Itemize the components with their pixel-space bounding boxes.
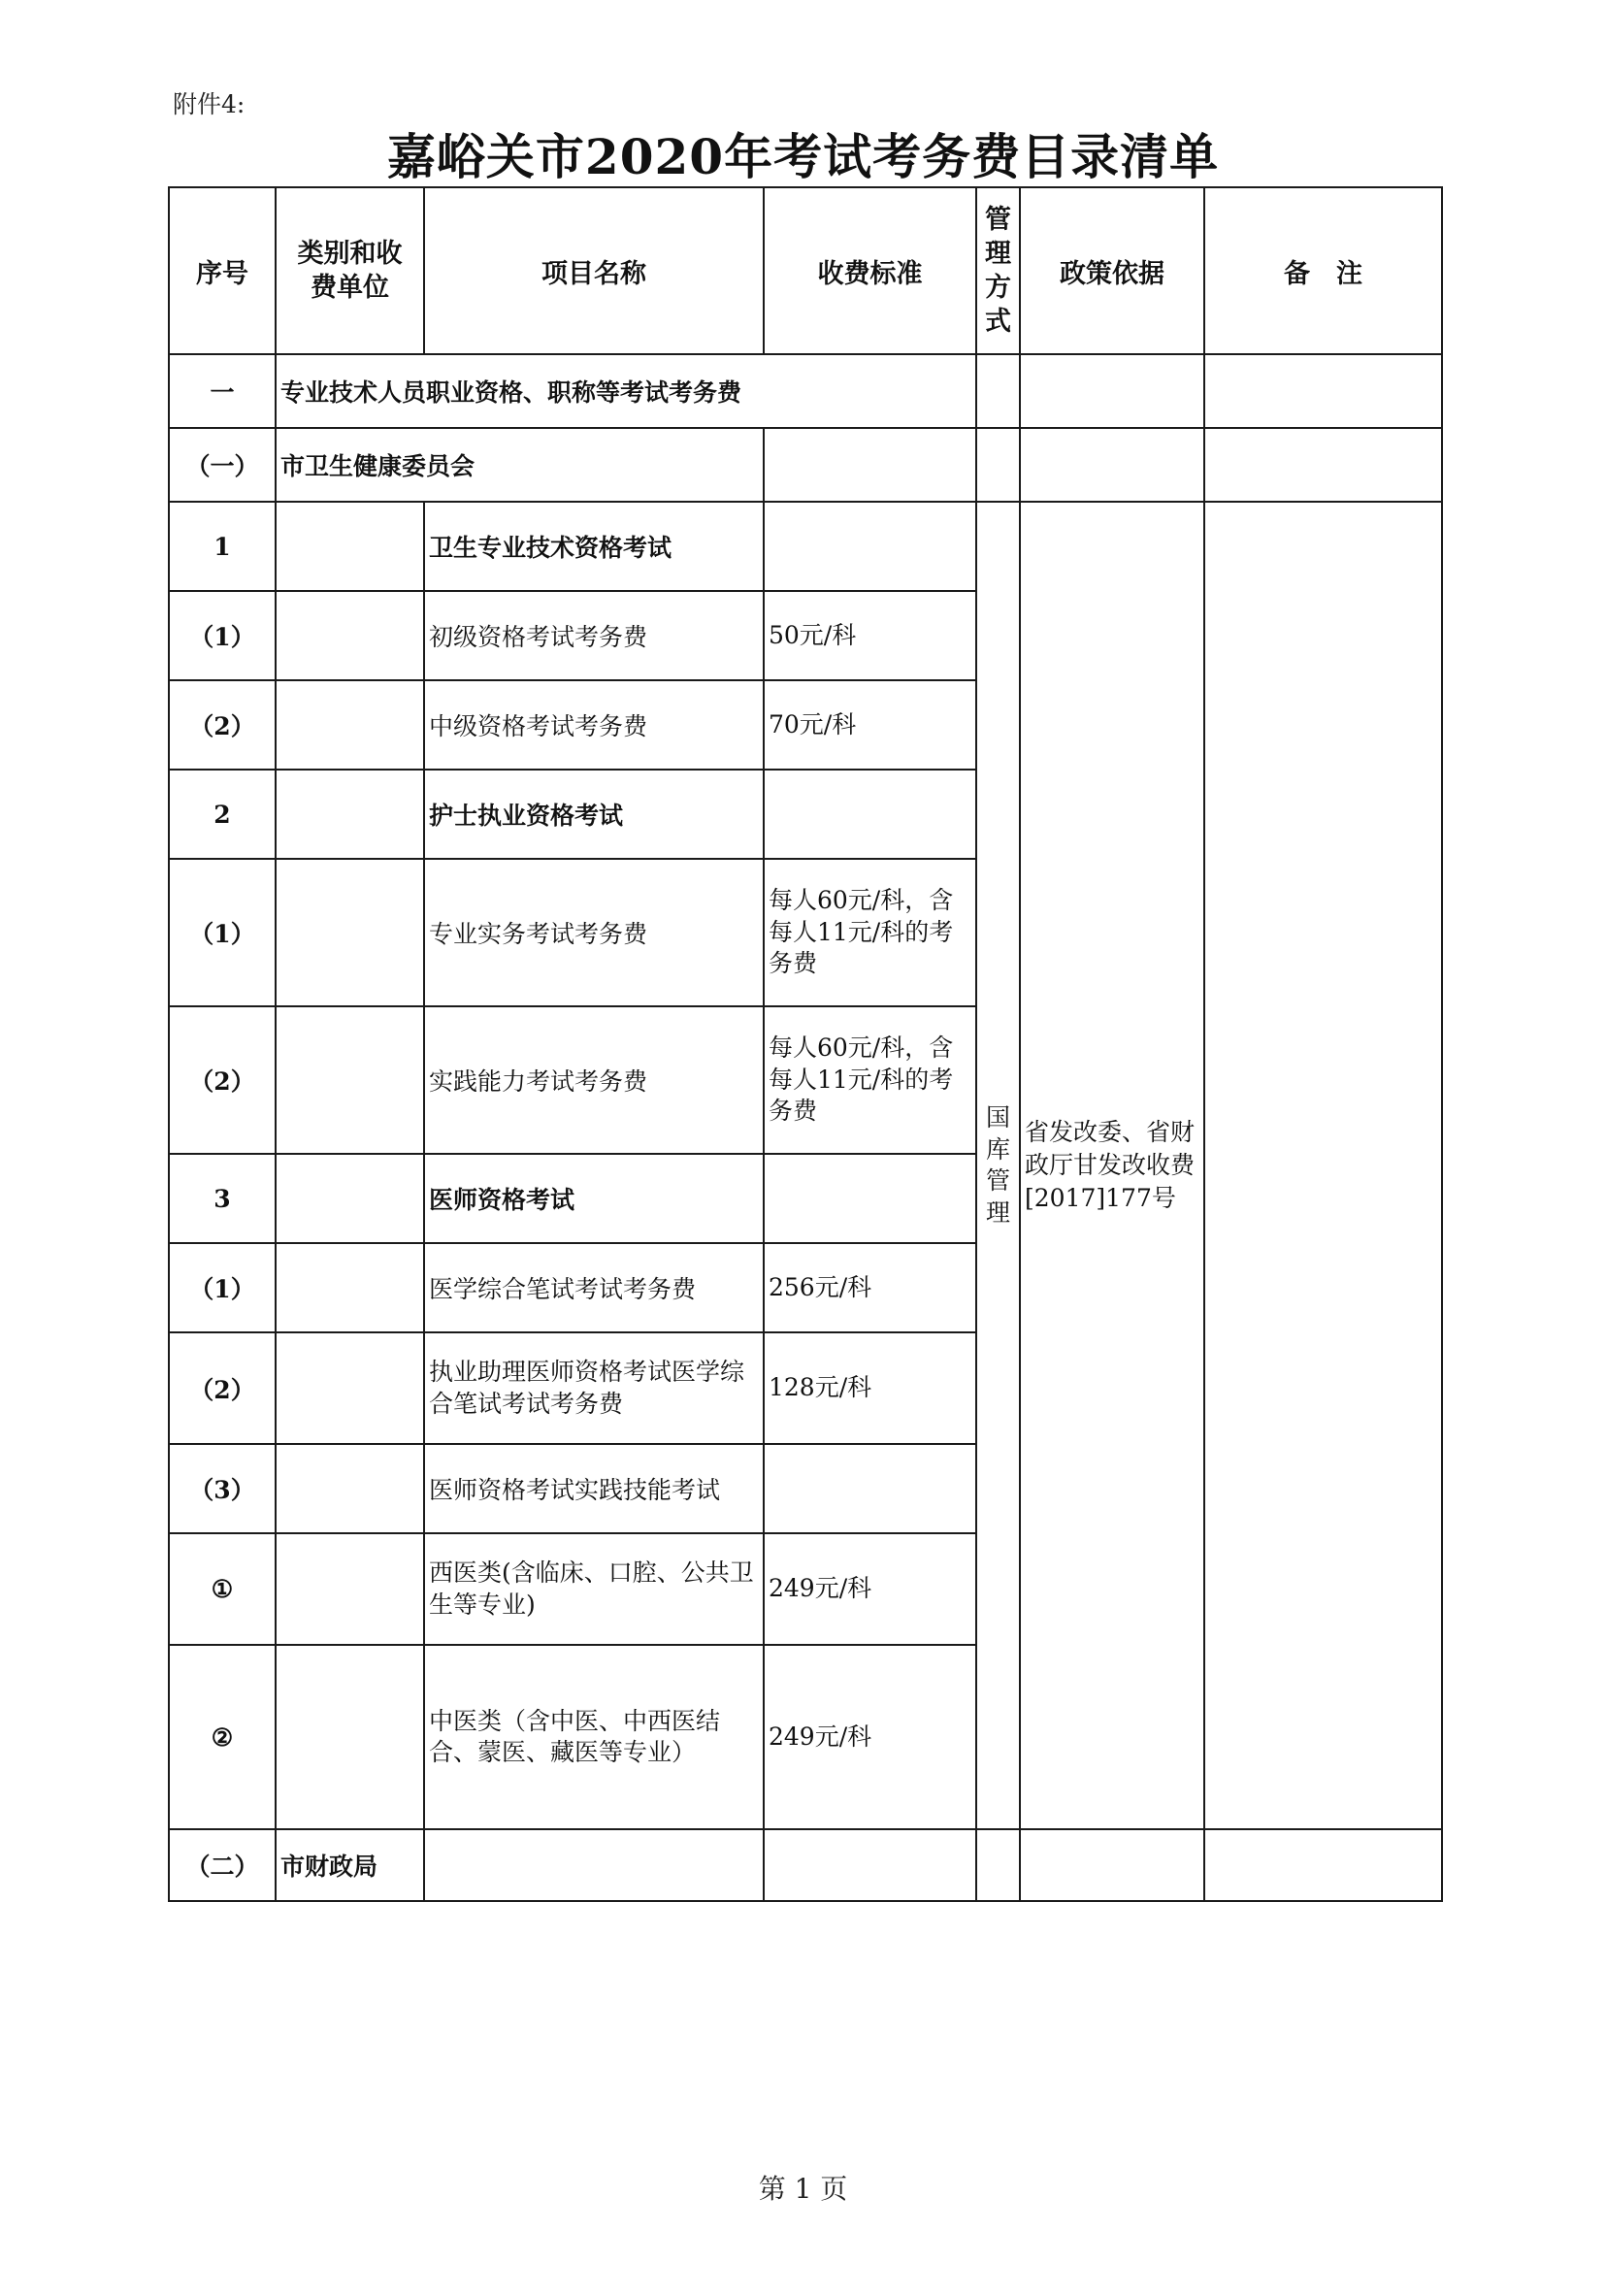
section-row-one — [169, 354, 1442, 428]
row-item-name: 实践能力考试考务费 — [424, 1006, 764, 1154]
row-item-name: 医师资格考试实践技能考试 — [424, 1444, 764, 1533]
row-standard — [764, 502, 976, 591]
row-standard: 249元/科 — [764, 1533, 976, 1645]
header-row — [169, 187, 1442, 354]
fee-table — [168, 186, 1443, 1902]
row-item-name: 中医类（含中医、中西医结合、蒙医、藏医等专业） — [424, 1645, 764, 1829]
row-standard: 每人60元/科，含每人11元/科的考务费 — [764, 1006, 976, 1154]
header-remark: 备 注 — [1204, 187, 1442, 354]
row-standard: 256元/科 — [764, 1243, 976, 1332]
row-seq: 1 — [169, 502, 276, 591]
section-one-label: 专业技术人员职业资格、职称等考试考务费 — [276, 354, 976, 428]
row-seq: 2 — [169, 770, 276, 859]
page-title: 嘉峪关市2020年考试考务费目录清单 — [386, 128, 1220, 185]
row-item-name: 护士执业资格考试 — [424, 770, 764, 859]
row-standard: 249元/科 — [764, 1645, 976, 1829]
attachment-label: 附件4: — [173, 90, 246, 118]
row-seq: （1） — [169, 859, 276, 1006]
header-seq: 序号 — [169, 187, 276, 354]
row-item-name: 初级资格考试考务费 — [424, 591, 764, 680]
row-item-name: 执业助理医师资格考试医学综合笔试考试考务费 — [424, 1332, 764, 1444]
row-seq: （1） — [169, 1243, 276, 1332]
subsection-row-1 — [169, 428, 1442, 502]
header-mgmt: 管理方式 — [976, 187, 1020, 354]
row-item-name: 医学综合笔试考试考务费 — [424, 1243, 764, 1332]
row-standard — [764, 770, 976, 859]
row-item-name: 专业实务考试考务费 — [424, 859, 764, 1006]
header-item: 项目名称 — [424, 187, 764, 354]
merged-remark-cell — [1204, 502, 1442, 1829]
section-one-seq: 一 — [169, 354, 276, 428]
subsection-2-label: 市财政局 — [276, 1829, 424, 1901]
row-item-name: 医师资格考试 — [424, 1154, 764, 1243]
header-standard: 收费标准 — [764, 187, 976, 354]
page-number: 第 1 页 — [758, 2173, 848, 2205]
row-standard: 128元/科 — [764, 1332, 976, 1444]
merged-mgmt-cell: 国库管理 — [976, 502, 1020, 1829]
row-standard: 50元/科 — [764, 591, 976, 680]
row-seq: ② — [169, 1645, 276, 1829]
header-category: 类别和收费单位 — [276, 187, 424, 354]
row-standard: 70元/科 — [764, 680, 976, 770]
row-seq: ① — [169, 1533, 276, 1645]
row-seq: （2） — [169, 1006, 276, 1154]
row-seq: （2） — [169, 680, 276, 770]
row-item-name: 卫生专业技术资格考试 — [424, 502, 764, 591]
row-item-name: 西医类(含临床、口腔、公共卫生等专业) — [424, 1533, 764, 1645]
row-standard — [764, 1444, 976, 1533]
subsection-row-2 — [169, 1829, 1442, 1901]
row-seq: （1） — [169, 591, 276, 680]
row-seq: 3 — [169, 1154, 276, 1243]
header-policy: 政策依据 — [1020, 187, 1204, 354]
row-standard — [764, 1154, 976, 1243]
merged-policy-cell: 省发改委、省财政厅甘发改收费[2017]177号 — [1020, 502, 1204, 1829]
row-seq: （2） — [169, 1332, 276, 1444]
subsection-1-seq: （一） — [169, 428, 276, 502]
row-seq: （3） — [169, 1444, 276, 1533]
row-standard: 每人60元/科，含每人11元/科的考务费 — [764, 859, 976, 1006]
subsection-1-label: 市卫生健康委员会 — [276, 428, 764, 502]
table-row — [169, 502, 1442, 591]
subsection-2-seq: （二） — [169, 1829, 276, 1901]
row-item-name: 中级资格考试考务费 — [424, 680, 764, 770]
